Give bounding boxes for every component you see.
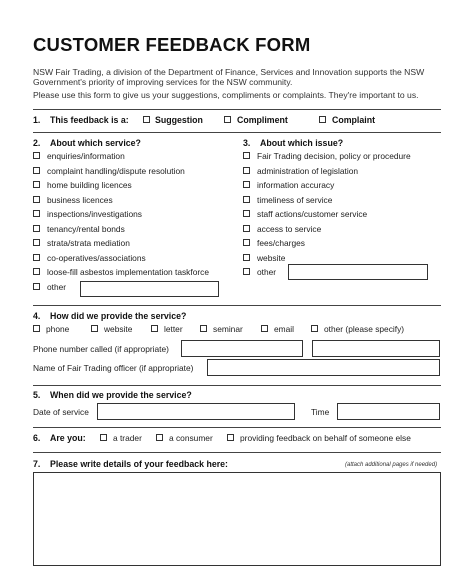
issue-option-label: staff actions/customer service <box>257 209 368 219</box>
issue-option-label: timeliness of service <box>257 194 333 205</box>
other-method-checkbox[interactable] <box>311 325 318 332</box>
website-option-label: website <box>104 324 133 334</box>
issue-other-input[interactable] <box>288 264 428 280</box>
service-other-input[interactable] <box>80 281 219 297</box>
service-checkbox[interactable] <box>33 283 40 290</box>
trader-checkbox[interactable] <box>100 434 107 441</box>
issue-option-label: information accuracy <box>257 180 335 190</box>
other-method-option-label: other (please specify) <box>324 324 405 334</box>
service-option-label: inspections/investigations <box>47 209 142 219</box>
phone-number-label: Phone number called (if appropriate) <box>33 344 169 354</box>
suggestion-option-label: Suggestion <box>155 115 203 125</box>
letter-option-label: letter <box>164 324 183 334</box>
section-divider <box>33 305 441 306</box>
officer-name-input[interactable] <box>207 359 440 376</box>
q3-label: About which issue? <box>260 138 344 148</box>
officer-name-label: Name of Fair Trading officer (if appropriate) <box>33 363 194 373</box>
section-divider <box>33 427 441 428</box>
email-checkbox[interactable] <box>261 325 268 332</box>
q4-label: How did we provide the service? <box>50 311 187 321</box>
q6-label: Are you: <box>50 433 86 443</box>
service-option-label: complaint handling/dispute resolution <box>47 165 185 176</box>
issue-option-label: access to service <box>257 223 322 234</box>
section-divider <box>33 132 441 133</box>
section-divider <box>33 109 441 110</box>
on-behalf-option-label: providing feedback on behalf of someone else <box>240 433 411 443</box>
issue-option-label: website <box>257 252 286 263</box>
q2-label: About which service? <box>50 138 141 148</box>
on-behalf-checkbox[interactable] <box>227 434 234 441</box>
service-option-label: loose-fill asbestos implementation taskforce <box>47 267 209 277</box>
form-title: CUSTOMER FEEDBACK FORM <box>33 34 311 55</box>
service-option-label: tenancy/rental bonds <box>47 223 125 234</box>
issue-option-label: other <box>257 267 277 277</box>
service-option-label: strata/strata mediation <box>47 238 130 248</box>
service-option-label: home building licences <box>47 180 132 190</box>
q5-number: 5. <box>33 390 41 400</box>
seminar-checkbox[interactable] <box>200 325 207 332</box>
email-option-label: email <box>274 324 295 334</box>
issue-checkbox[interactable] <box>243 210 250 217</box>
date-of-service-label: Date of service <box>33 407 89 417</box>
consumer-checkbox[interactable] <box>156 434 163 441</box>
date-of-service-input[interactable] <box>97 403 295 420</box>
compliment-option-label: Compliment <box>237 115 288 125</box>
complaint-checkbox[interactable] <box>319 116 326 123</box>
q1-label: This feedback is a: <box>50 115 129 125</box>
q7-number: 7. <box>33 459 41 469</box>
service-checkbox[interactable] <box>33 152 40 159</box>
intro-text-line-2: Government's priority of improving services for the NSW community. <box>33 77 293 87</box>
service-checkbox[interactable] <box>33 268 40 275</box>
time-label: Time <box>311 407 330 417</box>
trader-option-label: a trader <box>113 433 142 443</box>
issue-checkbox[interactable] <box>243 254 250 261</box>
issue-checkbox[interactable] <box>243 268 250 275</box>
service-checkbox[interactable] <box>33 181 40 188</box>
consumer-option-label: a consumer <box>169 433 213 443</box>
website-checkbox[interactable] <box>91 325 98 332</box>
service-option-label: co-operatives/associations <box>47 252 146 263</box>
letter-checkbox[interactable] <box>151 325 158 332</box>
service-checkbox[interactable] <box>33 167 40 174</box>
issue-option-label: administration of legislation <box>257 165 359 176</box>
attach-pages-note: (attach additional pages if needed) <box>345 462 438 468</box>
seminar-option-label: seminar <box>213 324 243 334</box>
phone-checkbox[interactable] <box>33 325 40 332</box>
service-checkbox[interactable] <box>33 254 40 261</box>
section-divider <box>33 385 441 386</box>
q7-label: Please write details of your feedback here: <box>50 459 228 469</box>
service-checkbox[interactable] <box>33 210 40 217</box>
intro-text-line-3: Please use this form to give us your suggestions, compliments or complaints. They're important to us. <box>33 90 419 100</box>
service-checkbox[interactable] <box>33 239 40 246</box>
phone-number-input[interactable] <box>181 340 303 357</box>
issue-option-label: Fair Trading decision, policy or procedure <box>257 151 411 161</box>
service-checkbox[interactable] <box>33 196 40 203</box>
q4-number: 4. <box>33 311 41 321</box>
issue-checkbox[interactable] <box>243 167 250 174</box>
q6-number: 6. <box>33 433 41 443</box>
issue-checkbox[interactable] <box>243 152 250 159</box>
suggestion-checkbox[interactable] <box>143 116 150 123</box>
complaint-option-label: Complaint <box>332 115 376 125</box>
q2-number: 2. <box>33 138 41 148</box>
service-option-label: business licences <box>47 194 113 205</box>
time-input[interactable] <box>337 403 440 420</box>
issue-checkbox[interactable] <box>243 196 250 203</box>
other-method-specify-input[interactable] <box>312 340 440 357</box>
issue-checkbox[interactable] <box>243 225 250 232</box>
issue-option-label: fees/charges <box>257 238 305 248</box>
service-option-label: other <box>47 281 67 292</box>
feedback-details-textarea[interactable] <box>33 472 441 566</box>
issue-checkbox[interactable] <box>243 239 250 246</box>
q1-number: 1. <box>33 115 41 125</box>
intro-text-line-1: NSW Fair Trading, a division of the Department of Finance, Services and Innovation supports the NSW <box>33 67 425 77</box>
service-option-label: enquiries/information <box>47 151 125 161</box>
compliment-checkbox[interactable] <box>224 116 231 123</box>
service-checkbox[interactable] <box>33 225 40 232</box>
phone-option-label: phone <box>46 324 70 334</box>
q5-label: When did we provide the service? <box>50 390 192 400</box>
section-divider <box>33 452 441 453</box>
issue-checkbox[interactable] <box>243 181 250 188</box>
q3-number: 3. <box>243 138 251 148</box>
